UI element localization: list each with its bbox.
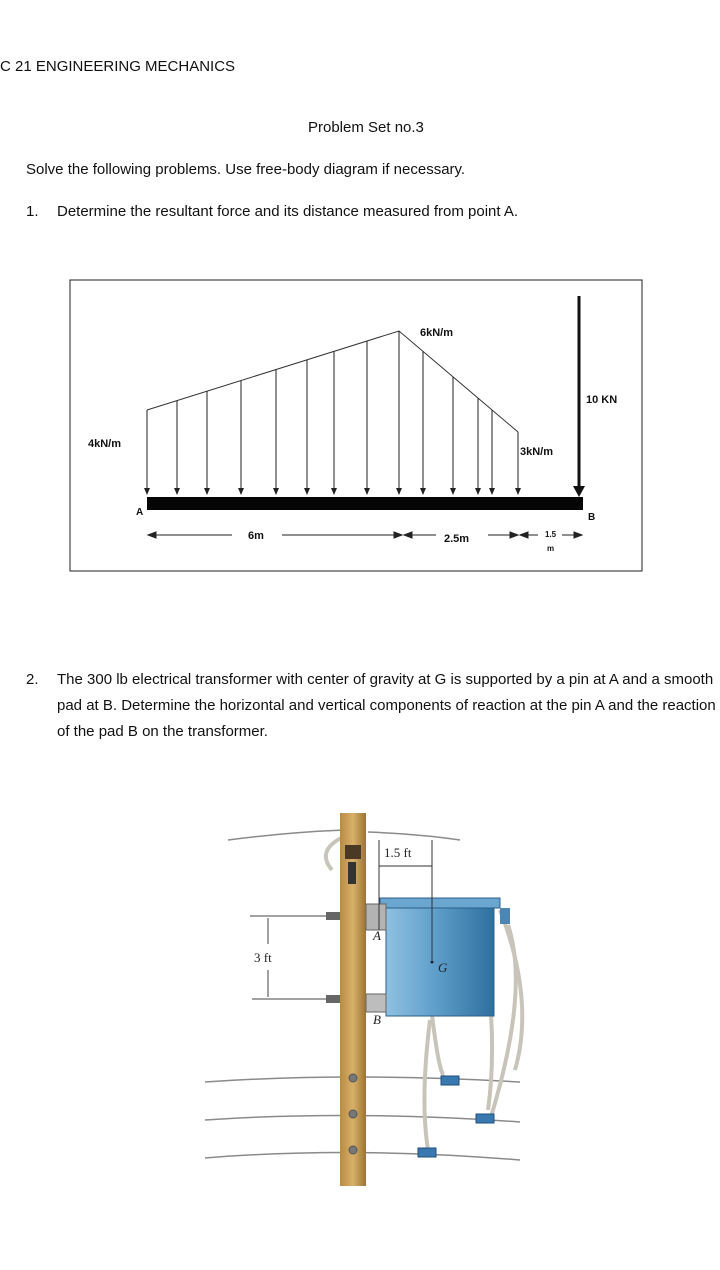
point-a-label: A: [136, 507, 144, 518]
pad-b: [366, 994, 386, 1012]
point-load-label: 10 KN: [586, 394, 618, 406]
dim-2-label: 2.5m: [444, 533, 470, 545]
dim-1-label: 6m: [248, 530, 264, 542]
problem-set-title: Problem Set no.3: [308, 119, 424, 136]
problem-2-text: The 300 lb electrical transformer with center of gravity at G is supported by a pin at A and a smooth pad at B. Determine the horizontal and vertical components of reaction at the pin A and the reaction of the pad B on the transformer.: [57, 671, 716, 740]
dim-3-unit: m: [547, 544, 555, 553]
dim-3-value: 1.5: [545, 530, 557, 539]
point-g-label: G: [438, 960, 448, 975]
point-b-label: B: [373, 1012, 381, 1027]
problem-2-number: 2.: [26, 671, 39, 688]
load-peak-label: 6kN/m: [420, 327, 454, 339]
course-title: C 21 ENGINEERING MECHANICS: [0, 58, 236, 75]
load-left-label: 4kN/m: [88, 438, 122, 450]
dim-1-5ft-label: 1.5 ft: [384, 845, 412, 860]
problem-1-text: Determine the resultant force and its distance measured from point A.: [57, 203, 519, 220]
bracket-a: [366, 904, 386, 930]
dim-3ft-label: 3 ft: [254, 950, 272, 965]
point-b-label: B: [588, 512, 596, 523]
instructions: Solve the following problems. Use free-body diagram if necessary.: [26, 161, 466, 178]
point-a-label: A: [373, 928, 381, 943]
problem-1-number: 1.: [26, 203, 39, 220]
load-right-label: 3kN/m: [520, 446, 554, 458]
